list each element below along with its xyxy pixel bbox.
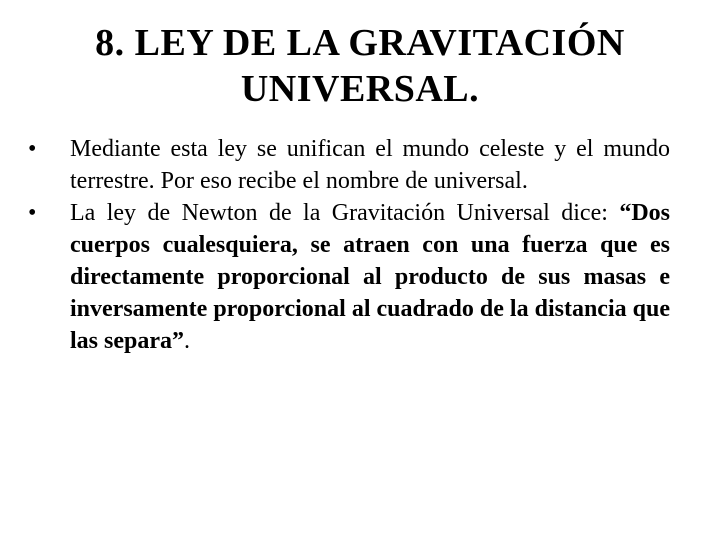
law-quote: “Dos cuerpos cualesquiera, se atraen con una fuerza que es directamente proporcional al producto de sus masas e inversamente proporcional al cuadrado de la distancia que las separa”	[70, 200, 670, 354]
title-line-1: 8. LEY DE LA GRAVITACIÓN	[95, 22, 625, 64]
slide-title	[0, 20, 720, 112]
bullet-icon: •	[28, 200, 37, 226]
bullet-list	[28, 133, 670, 357]
bullet-item-unification	[28, 133, 670, 197]
bullet-text: Mediante esta ley se unifican el mundo celeste y el mundo terrestre. Por eso recibe el nombre de universal.	[70, 136, 670, 194]
title-line-2: UNIVERSAL.	[240, 68, 480, 110]
bullet-text: La ley de Newton de la Gravitación Universal dice:	[70, 200, 620, 226]
bullet-icon: •	[28, 136, 37, 162]
bullet-item-newton-law	[28, 197, 670, 357]
bullet-end-period: .	[184, 328, 190, 354]
